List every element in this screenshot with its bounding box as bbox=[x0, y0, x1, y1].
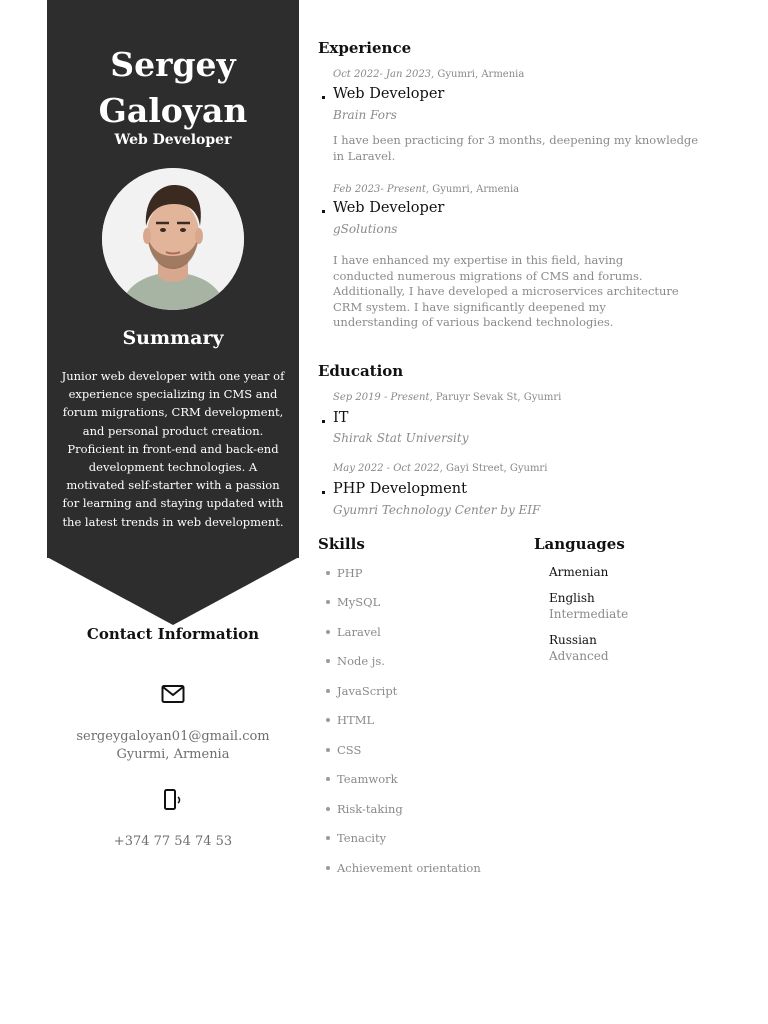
experience-meta bbox=[333, 69, 524, 80]
experience-title: Web Developer bbox=[333, 86, 445, 102]
skill-item bbox=[326, 654, 385, 668]
language-name: English bbox=[549, 591, 595, 605]
envelope-icon bbox=[161, 684, 185, 704]
languages-heading: Languages bbox=[534, 535, 625, 553]
experience-description: I have been practicing for 3 months, deepening my knowledge in Laravel. bbox=[333, 133, 699, 163]
skill-label: Risk-taking bbox=[337, 802, 403, 816]
experience-dates: Oct 2022- Jan 2023, bbox=[333, 69, 435, 80]
full-name bbox=[47, 42, 299, 134]
skills-heading: Skills bbox=[318, 535, 365, 553]
email-link[interactable]: sergeygaloyan01@gmail.com bbox=[76, 729, 270, 744]
experience-description: I have enhanced my expertise in this field, having conducted numerous migrations of CMS and forums. Additionally, I have developed a microservices architecture CRM system. I have significantly deepened my understanding of various backend technologies. bbox=[333, 253, 679, 329]
skill-item bbox=[326, 713, 374, 727]
skill-label: HTML bbox=[337, 713, 375, 727]
phone-number[interactable]: +374 77 54 74 53 bbox=[113, 834, 233, 849]
skill-label: JavaScript bbox=[337, 684, 398, 698]
sidebar-arrow bbox=[47, 557, 299, 625]
education-location: Gayi Street, Gyumri bbox=[446, 463, 548, 474]
bullet-icon bbox=[322, 491, 325, 494]
skill-item bbox=[326, 566, 363, 580]
bullet-icon bbox=[322, 210, 325, 213]
education-school: Shirak Stat University bbox=[333, 431, 469, 445]
language-name: Russian bbox=[549, 633, 597, 647]
experience-meta bbox=[333, 184, 519, 195]
language-level: Advanced bbox=[549, 649, 609, 663]
bullet-icon bbox=[322, 96, 325, 99]
job-role: Web Developer bbox=[114, 132, 232, 148]
skill-label: Teamwork bbox=[337, 772, 398, 786]
last-name: Galoyan bbox=[98, 91, 248, 130]
skill-label: Node js. bbox=[337, 654, 385, 668]
experience-company: gSolutions bbox=[333, 222, 398, 236]
education-meta bbox=[333, 392, 561, 403]
profile-photo bbox=[102, 168, 244, 310]
education-title: PHP Development bbox=[333, 481, 467, 497]
skill-label: CSS bbox=[337, 743, 362, 757]
experience-location: Gyumri, Armenia bbox=[437, 69, 525, 80]
education-school: Gyumri Technology Center by EIF bbox=[333, 503, 541, 517]
education-meta bbox=[333, 463, 547, 474]
contact-heading: Contact Information bbox=[86, 625, 260, 643]
education-title: IT bbox=[333, 410, 349, 426]
experience-heading: Experience bbox=[318, 39, 412, 57]
contact-city: Gyurmi, Armenia bbox=[116, 747, 230, 762]
skill-item bbox=[326, 684, 397, 698]
experience-dates: Feb 2023- Present, bbox=[333, 184, 430, 195]
skill-label: PHP bbox=[337, 566, 363, 580]
education-dates: May 2022 - Oct 2022, bbox=[333, 463, 443, 474]
education-dates: Sep 2019 - Present, bbox=[333, 392, 433, 403]
skill-label: MySQL bbox=[337, 595, 381, 609]
language-name: Armenian bbox=[549, 565, 609, 579]
education-location: Paruyr Sevak St, Gyumri bbox=[435, 392, 562, 403]
first-name: Sergey bbox=[110, 45, 236, 84]
phone-icon bbox=[164, 789, 184, 811]
experience-title: Web Developer bbox=[333, 200, 445, 216]
skill-item bbox=[326, 772, 398, 786]
skill-item bbox=[326, 625, 381, 639]
bullet-icon bbox=[322, 420, 325, 423]
skill-item bbox=[326, 595, 380, 609]
experience-company: Brain Fors bbox=[333, 108, 397, 122]
experience-location: Gyumri, Armenia bbox=[432, 184, 520, 195]
skill-label: Tenacity bbox=[337, 831, 387, 845]
skill-label: Laravel bbox=[337, 625, 381, 639]
skill-item bbox=[326, 743, 361, 757]
skill-item bbox=[326, 861, 481, 875]
summary-heading: Summary bbox=[122, 327, 224, 349]
avatar bbox=[102, 168, 244, 310]
education-heading: Education bbox=[318, 362, 404, 380]
skill-item bbox=[326, 831, 386, 845]
skill-item bbox=[326, 802, 403, 816]
summary-text: Junior web developer with one year of experience specializing in CMS and forum migrations, CRM development, and personal product creation. Proficient in front-end and back-end development technologies. A motivated self-starter with a passion for learning and staying updated with the latest trends in web development. bbox=[61, 369, 285, 529]
skill-label: Achievement orientation bbox=[337, 861, 481, 875]
language-level: Intermediate bbox=[549, 607, 629, 621]
